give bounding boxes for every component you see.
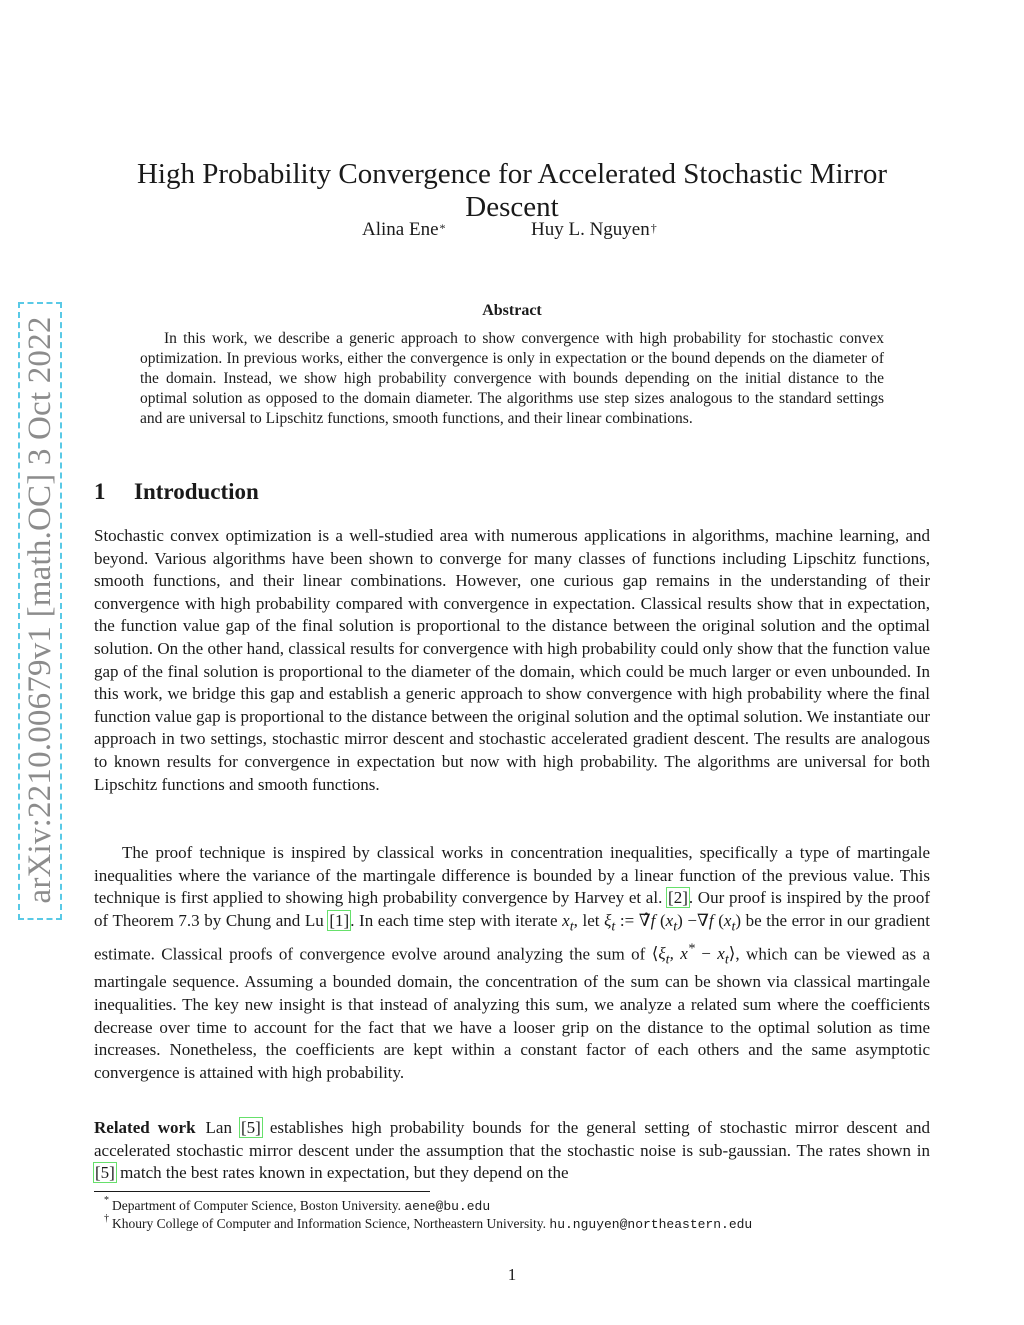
author-name: Huy L. Nguyen <box>531 219 650 240</box>
email-link[interactable]: aene@bu.edu <box>404 1199 491 1214</box>
footnote-mark: † <box>104 1213 109 1224</box>
arxiv-identifier[interactable]: arXiv:2210.00679v1 [math.OC] 3 Oct 2022 <box>22 316 58 904</box>
author-footnote-mark[interactable]: * <box>439 221 446 235</box>
math-error-definition: $\xi_t$ := ∇̂f $(x_t) -\nabla f$ $(x_t)$ <box>604 910 742 935</box>
math-inner-product: $⟨\xi_t$, $x^* - x_t⟩$ <box>651 940 736 968</box>
author-nguyen <box>531 219 657 241</box>
section-title: Introduction <box>134 479 259 504</box>
author-ene <box>362 219 446 241</box>
intro-paragraph-2 <box>94 842 930 1084</box>
footnote-text: Department of Computer Science, Boston University. <box>112 1198 405 1213</box>
footnote-nguyen <box>104 1213 753 1232</box>
paper-title: High Probability Convergence for Accelerated Stochastic Mirror Descent <box>136 158 888 223</box>
para2-text-a: The proof technique is inspired by classical works in concentration inequalities, specifically a type of martingale inequalities where the variance of the martingale difference is bounded by a linear function of the previous value. This technique is first applied to showing high probability convergence by Harvey et al. <box>94 843 930 908</box>
footnote-mark: * <box>104 1195 109 1206</box>
para2-text-b: . Our proof is inspired by the proof of Theorem 7.3 by Chung and Lu <box>94 888 930 930</box>
intro-paragraph-1: Stochastic convex optimization is a well-studied area with numerous applications in algorithms, machine learning, and beyond. Various algorithms have been shown to converge for many classes of functions including Lipschitz functions, smooth functions, and their linear combinations. However, one curious gap remains in the understanding of their convergence with high probability compared with convergence in expectation. Classical results show that in expectation, the function value gap of the final solution is proportional to the distance between the original solution and the optimal solution. On the other hand, classical results for convergence with high probability could only show that the function value gap of the final solution is proportional to the diameter of the domain, which could be much larger or even unbounded. In this work, we bridge this gap and establish a generic approach to show convergence with high probability where the final function value gap is proportional to the distance between the original solution and the optimal solution. We instantiate our approach in two settings, stochastic mirror descent and stochastic accelerated gradient descent. The results are analogous to known results for convergence in expectation but now with high probability. The algorithms are universal for both Lipschitz functions and smooth functions. <box>94 526 930 794</box>
related-work-paragraph <box>94 1117 930 1185</box>
footnote-text: Khoury College of Computer and Information Science, Northeastern University. <box>112 1216 550 1231</box>
math-iterate: $x_t$ <box>562 910 574 935</box>
section-number: 1 <box>94 479 106 504</box>
related-work-label: Related work <box>94 1118 196 1137</box>
para2-text-c: . In each time step with iterate <box>350 910 563 930</box>
page-number: 1 <box>507 1265 517 1284</box>
citation-link[interactable]: [5] <box>241 1118 261 1137</box>
section-heading-introduction <box>94 479 259 505</box>
footnote-divider <box>94 1191 430 1192</box>
abstract-text: In this work, we describe a generic approach to show convergence with high probability for stochastic convex optimization. In previous works, either the convergence is only in expectation or the bound depends on the diameter of the domain. Instead, we show high probability convergence with bounds depending on the initial distance to the optimal solution as opposed to the domain diameter. The algorithms use step sizes analogous to the standard settings and are universal to Lipschitz functions, smooth functions, and their linear combinations. <box>140 330 884 427</box>
author-footnote-mark[interactable]: † <box>650 221 657 235</box>
abstract-heading: Abstract <box>482 302 542 319</box>
author-list <box>0 219 1024 249</box>
para3-text-c: match the best rates known in expectation, but they depend on the <box>115 1163 569 1183</box>
footnote-ene <box>104 1195 491 1214</box>
para2-text-e: be the error in our gradient estimate. Classical proofs of convergence evolve around analyzing the sum of <box>94 910 931 964</box>
para3-text-a: Lan <box>205 1118 240 1137</box>
citation-link[interactable]: [2] <box>668 888 688 908</box>
email-link[interactable]: hu.nguyen@northeastern.edu <box>549 1217 753 1232</box>
para2-text-d: , let <box>573 910 605 930</box>
citation-link[interactable]: [1] <box>329 910 350 930</box>
para2-text-f: , which can be viewed as a martingale sequence. Assuming a bounded domain, the concentration of the sum can be shown via classical martingale inequalities. The key new insight is that instead of analyzing this sum, we analyze a related sum where the coefficients decrease over time to account for the fact that we have a looser grip on the distance to the optimal solution as time increases. Nonetheless, the coefficients are kept within a constant factor of each others and the same asymptotic convergence is attained with high probability. <box>94 944 931 1082</box>
para3-text-b: establishes high probability bounds for the general setting of stochastic mirror descent and accelerated stochastic mirror descent under the assumption that the stochastic noise is sub-gaussian. The rates shown in <box>94 1118 930 1160</box>
author-name: Alina Ene <box>362 219 439 240</box>
citation-link[interactable]: [5] <box>95 1163 115 1183</box>
